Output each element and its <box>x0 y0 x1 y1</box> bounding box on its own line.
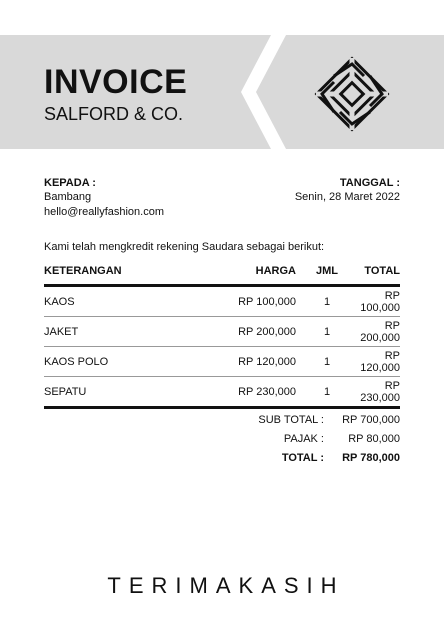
item-price: RP 120,000 <box>184 347 296 377</box>
header-price: HARGA <box>184 257 296 286</box>
recipient-label: KEPADA : <box>44 177 96 189</box>
date-block <box>295 177 400 205</box>
totals-block <box>204 410 400 467</box>
thank-you-text: TERIMAKASIH <box>107 573 345 598</box>
table-row <box>44 286 400 317</box>
item-description: KAOS POLO <box>44 347 184 377</box>
item-qty: 1 <box>296 317 358 347</box>
item-qty: 1 <box>296 347 358 377</box>
item-total: RP 230,000 <box>358 377 400 408</box>
grand-total-value: RP 780,000 <box>342 451 400 464</box>
date-label: TANGGAL : <box>339 177 400 189</box>
grand-total-label: TOTAL : <box>281 451 324 464</box>
table-row <box>44 377 400 408</box>
tax-value: RP 80,000 <box>348 432 400 445</box>
date-value: Senin, 28 Maret 2022 <box>294 191 400 203</box>
item-description: JAKET <box>44 317 184 347</box>
header-description: KETERANGAN <box>44 257 184 286</box>
geometric-knot-logo-icon <box>314 56 390 132</box>
invoice-title: INVOICE <box>44 63 188 101</box>
grand-total-row <box>204 448 400 467</box>
header-qty: JML <box>296 257 358 286</box>
company-name: SALFORD & CO. <box>44 104 184 124</box>
items-table <box>44 257 400 409</box>
header-total: TOTAL <box>358 257 400 286</box>
table-row <box>44 347 400 377</box>
item-qty: 1 <box>296 377 358 408</box>
item-description: SEPATU <box>44 377 184 408</box>
tax-row <box>204 429 400 448</box>
item-qty: 1 <box>296 286 358 317</box>
recipient-name: Bambang <box>44 191 92 203</box>
table-row <box>44 317 400 347</box>
subtotal-value: RP 700,000 <box>342 413 400 426</box>
tax-label: PAJAK : <box>283 432 324 445</box>
item-total: RP 100,000 <box>358 286 400 317</box>
recipient-email: hello@reallyfashion.com <box>44 206 165 218</box>
item-price: RP 230,000 <box>184 377 296 408</box>
item-description: KAOS <box>44 286 184 317</box>
item-price: RP 100,000 <box>184 286 296 317</box>
subtotal-row <box>204 410 400 429</box>
subtotal-label: SUB TOTAL : <box>258 413 324 426</box>
item-total: RP 200,000 <box>358 317 400 347</box>
item-price: RP 200,000 <box>184 317 296 347</box>
recipient-block <box>44 177 164 220</box>
item-total: RP 120,000 <box>358 347 400 377</box>
intro-text: Kami telah mengkredit rekening Saudara sebagai berikut: <box>44 241 325 253</box>
table-header-row <box>44 257 400 286</box>
